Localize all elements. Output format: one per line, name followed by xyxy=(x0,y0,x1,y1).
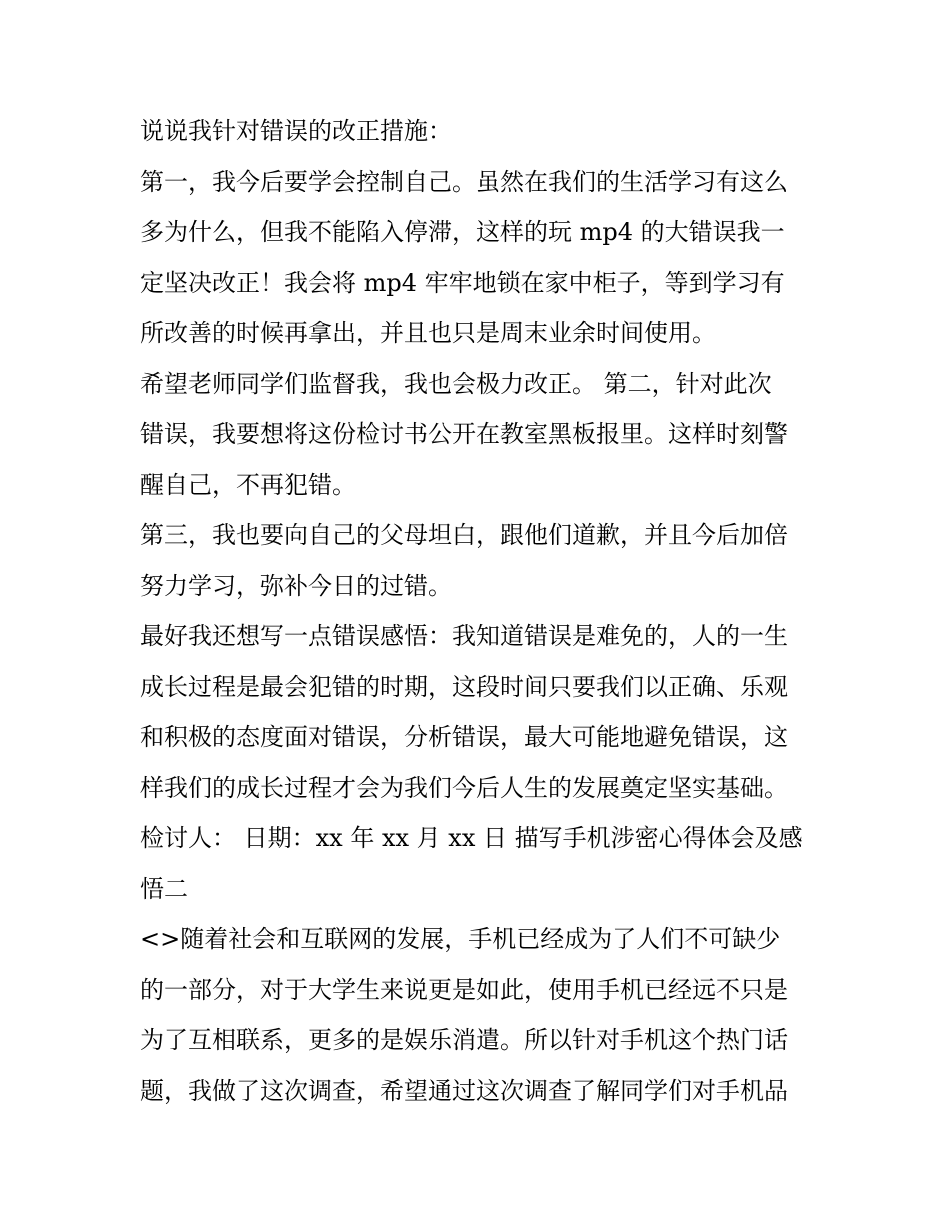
text-line: 悟二 xyxy=(140,874,188,903)
text-line: 多为什么，但我不能陷入停滞，这样的玩 mp4 的大错误我一 xyxy=(140,218,785,246)
text-line: 努力学习，弥补今日的过错。 xyxy=(140,571,452,600)
text-line: <>随着社会和互联网的发展，手机已经成为了人们不可缺少 xyxy=(140,925,781,953)
text-line: 第三，我也要向自己的父母坦白，跟他们道歉，并且今后加倍 xyxy=(140,521,788,549)
text-line: 第一，我今后要学会控制自己。虽然在我们的生活学习有这么 xyxy=(140,167,788,196)
document-body xyxy=(140,106,820,1116)
text-line: 样我们的成长过程才会为我们今后人生的发展奠定坚实基础。 xyxy=(140,773,788,802)
text-line: 定坚决改正！我会将 mp4 牢牢地锁在家中柜子，等到学习有 xyxy=(140,268,785,297)
text-line: 最好我还想写一点错误感悟：我知道错误是难免的，人的一生 xyxy=(140,622,788,650)
text-line: 题，我做了这次调查，希望通过这次调查了解同学们对手机品 xyxy=(140,1076,788,1105)
text-line: 说说我针对错误的改正措施： xyxy=(140,117,452,145)
text-line: 醒自己，不再犯错。 xyxy=(140,470,356,499)
text-line: 错误，我要想将这份检讨书公开在教室黑板报里。这样时刻警 xyxy=(140,420,788,448)
text-line: 希望老师同学们监督我，我也会极力改正。 第二，针对此次 xyxy=(140,369,772,398)
text-line: 为了互相联系，更多的是娱乐消遣。所以针对手机这个热门话 xyxy=(140,1026,788,1054)
text-line: 和积极的态度面对错误，分析错误，最大可能地避免错误，这 xyxy=(140,723,788,751)
text-line: 成长过程是最会犯错的时期，这段时间只要我们以正确、乐观 xyxy=(140,672,788,701)
text-line: 检讨人： 日期：xx 年 xx 月 xx 日 描写手机涉密心得体会及感 xyxy=(140,824,803,852)
text-line: 的一部分，对于大学生来说更是如此，使用手机已经远不只是 xyxy=(140,975,788,1004)
text-line: 所改善的时候再拿出，并且也只是周末业余时间使用。 xyxy=(140,319,716,347)
